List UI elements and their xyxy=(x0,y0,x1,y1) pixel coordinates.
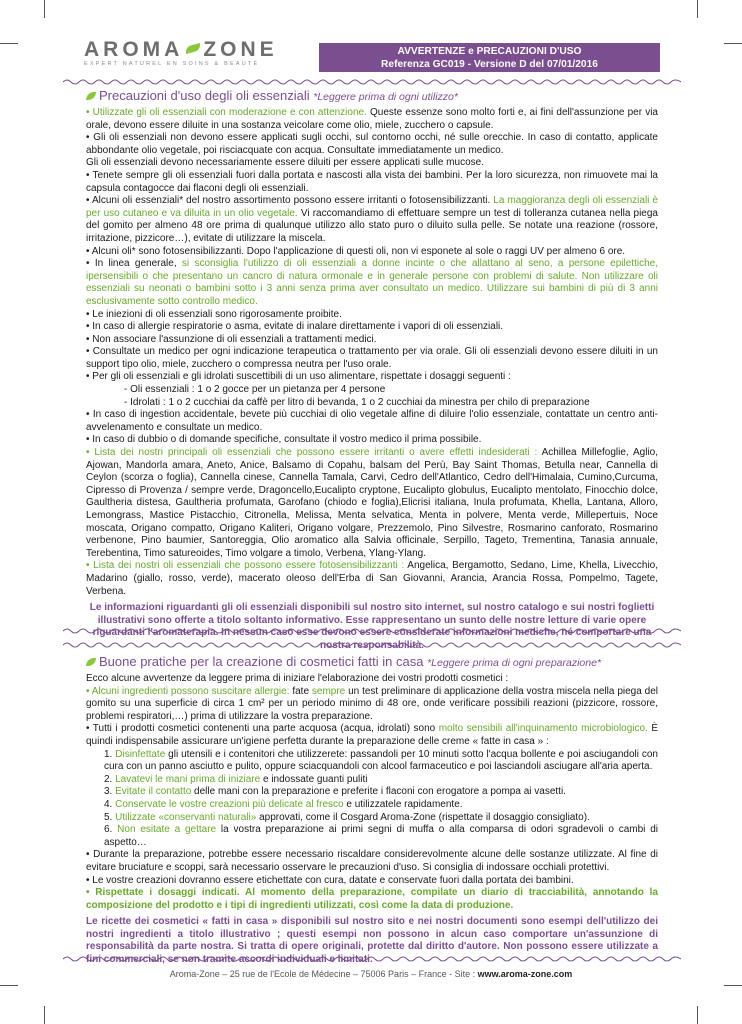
list-item xyxy=(104,799,658,812)
crop-mark xyxy=(0,43,18,44)
list-item xyxy=(104,774,658,787)
highlight-text: sempre xyxy=(311,685,346,697)
crop-mark xyxy=(44,0,45,18)
step-number: 2. xyxy=(104,773,116,785)
section-title xyxy=(86,654,658,671)
highlight-text: Non esitate a gettare xyxy=(117,824,217,836)
text: la vostra preparazione ai primi segni di muffa o alla comparsa di odori sgradevoli o cambi di aspetto… xyxy=(104,824,658,848)
highlight-text: Evitate il contatto xyxy=(115,786,192,798)
paragraph: • Consultate un medico per ogni indicazione terapeutica o trattamento per via orale. Gli oli essenziali devono essere diluiti in un support tipo olio, miele, zucchero o compressa neutra per l'uso orale. xyxy=(86,346,658,370)
paragraph xyxy=(86,723,658,748)
step-number: 6. xyxy=(104,824,118,836)
list-item xyxy=(104,786,658,799)
paragraph: • Le iniezioni di oli essenziali sono rigorosamente proibite. xyxy=(86,308,342,320)
step-number: 5. xyxy=(104,811,116,823)
list-item xyxy=(104,749,658,774)
header-reference: Referenza GC019 - Versione D del 07/01/2016 xyxy=(381,59,598,70)
highlight-text: Lavatevi le mani prima di iniziare xyxy=(115,773,261,785)
text: • Tutti i prodotti cosmetici contenenti una parte acquosa (acqua, idrolati) sono xyxy=(86,723,439,735)
text: delle mani con la preparazione e preferite i flaconi con erogatore a pompa ai vasetti. xyxy=(191,786,566,798)
highlight-text: Disinfettate xyxy=(115,748,166,760)
header-title: AVVERTENZE e PRECAUZIONI D'USO xyxy=(397,46,582,57)
text: Queste essenze sono molto forti e, ai fini dell'assunzione per via orale, devono essere diluite in una sostanza veicolare come olio, miele, zucchero o capsule. xyxy=(86,107,658,131)
paragraph: • Non associare l'assunzione di oli essenziali a trattamenti medici. xyxy=(86,333,377,345)
paragraph: • In caso di allergie respiratorie o asma, evitate di inalare direttamente i vapori di oli essenziali. xyxy=(86,321,504,333)
text: • In linea generale, xyxy=(86,258,177,270)
text: un test preliminare di applicazione della vostra miscela nella piega del gomito su una superficie di circa 1 cm² per un periodo minimo di 48 ore, onde verificare possibili reazioni (pizzicore, rossore, problemi respiratori,…) prima di utilizzare la vostra preparazione. xyxy=(86,685,658,722)
highlight-text: Utilizzate «conservanti naturali» xyxy=(115,811,257,823)
paragraph xyxy=(86,107,658,132)
step-number: 3. xyxy=(104,786,116,798)
highlight-text: La maggioranza degli oli essenziali è per uso cutaneo e va diluita in un olio vegetale. xyxy=(86,195,658,219)
footer-address: Aroma-Zone – 25 rue de l'Ecole de Médecine – 75006 Paris – France - Site : xyxy=(169,969,478,979)
highlight-text: si sconsiglia l'utilizzo di oli essenziali a donne incinte o che allattano al seno, a persone epilettiche, ipersensibili o che presentano un cancro di natura ormonale e in generale persone con problemi di salute. Non utilizzare oli essenziali su neonati o bambini sotto i 3 anni senza prima aver consultato un medico. Utilizzare sui bambini di più di 3 anni esclusivamente sotto controllo medico. xyxy=(86,258,658,307)
crop-mark xyxy=(44,1006,45,1024)
paragraph: • Durante la preparazione, potrebbe essere necessario riscaldare considerevolmente alcune delle sostanze utilizzate. Al fine di evitare bruciature e scoppi, sarà necessario osservare le precauzioni d'uso. Si consiglia di indossare occhiali protettivi. xyxy=(86,849,658,873)
irritant-oils-list xyxy=(86,447,658,560)
list-item xyxy=(104,812,658,825)
brand-logo xyxy=(84,38,304,67)
photosensitizing-oils-list xyxy=(86,560,658,598)
section-title-text: Precauzioni d'uso degli oli essenziali xyxy=(99,88,310,103)
paragraph: Gli oli essenziali devono necessariamente essere diluiti per essere applicati sulle mucose. xyxy=(86,157,484,169)
paragraph: • Alcuni oli* sono fotosensibilizzanti. Dopo l'applicazione di questi oli, non vi esponete al sole o raggi UV per almeno 6 ore. xyxy=(86,245,626,257)
section-title xyxy=(86,88,658,105)
logo-name-right: ZONE xyxy=(203,38,278,61)
list-item xyxy=(104,824,658,849)
text: • Alcuni oli essenziali* del nostro assortimento possono essere irritanti o fotosensibilizzanti. xyxy=(86,195,491,207)
section-title-text: Buone pratiche per la creazione di cosmetici fatti in casa xyxy=(99,654,424,669)
section-homemade-cosmetics xyxy=(86,654,658,977)
paragraph: • Rispettate i dosaggi indicati. Al momento della preparazione, compilate un diario di tracciabilità, annotando la composizione del prodotto e i tipi di ingredienti utilizzati, così come la data di produzione. xyxy=(86,887,658,911)
logo-tagline: EXPERT NATUREL EN SOINS & BEAUTÉ xyxy=(84,61,260,67)
paragraph: • Per gli oli essenziali e gli idrolati suscettibili di un uso alimentare, rispettate i dosaggi seguenti : xyxy=(86,371,511,383)
crop-mark xyxy=(724,985,742,986)
page-footer xyxy=(0,969,742,979)
leaf-icon xyxy=(185,43,202,54)
paragraph: • In caso di ingestion accidentale, bevete più cucchiai di olio vegetale alfine di diluire l'olio essenziale, contattate un centro anti-avvelenamento e consultate un medico. xyxy=(86,409,658,433)
crop-mark xyxy=(724,43,742,44)
highlight-text: • Alcuni ingredienti possono suscitare allergie: xyxy=(86,685,290,697)
leaf-icon xyxy=(86,92,96,100)
text: fate xyxy=(289,685,312,697)
paragraph: • Le vostre creazioni dovranno essere etichettate con cura, datate e conservate fuori dalla portata dei bambini. xyxy=(86,874,574,886)
paragraph: • Gli oli essenziali non devono essere applicati sugli occhi, sul contorno occhi, né sulle orecchie. In caso di contatto, applicate abbondante olio vegetale, poi risciacquate con acqua. Consultate immediatamente un medico. xyxy=(86,132,658,156)
crop-mark xyxy=(0,985,18,986)
hygiene-steps-list xyxy=(86,749,658,850)
text: È quindi indispensabile assicurare un'igiene perfetta durante la preparazione delle creme « fatte in casa » : xyxy=(86,723,659,747)
paragraph: Ecco alcune avvertenze da leggere prima di iniziare l'elaborazione dei vostri prodotti cosmetici : xyxy=(86,673,509,684)
text: Vi raccomandiamo di effettuare sempre un test di tolleranza cutanea nella piega del gomito per almeno 48 ore prima di qualunque utilizzo allo stato puro o diluito sulla pelle. Se notate una reazione (rossore, irritazione, pizzicore…), evitate di utilizzare la miscela. xyxy=(86,207,658,244)
disclaimer-note: Le ricette dei cosmetici « fatti in casa » disponibili sul nostro sito e nei nostri documenti sono esempi dell'utilizzo dei nostri ingredienti a titolo illustrativo ; questi esempi non possono in alcun caso comportare un'assunzione di responsabilità da parte nostra. Si tratta di opere originali, protette dal diritto d'autore. Non possono essere utilizzate a fini commerciali, se non tramite accordi individuali e limitati. xyxy=(86,916,658,966)
paragraph: • In caso di dubbio o di domande specifiche, consultate il vostro medico il prima possibile. xyxy=(86,434,482,446)
section-subtitle: *Leggere prima di ogni utilizzo* xyxy=(313,91,458,103)
highlight-text: • Lista dei nostri principali oli essenziali che possono essere irritanti o avere effetti indesiderati : xyxy=(86,447,538,459)
crop-mark xyxy=(697,1006,698,1024)
text: approvati, come il Cosgard Aroma-Zone (rispettate il dosaggio consigliato). xyxy=(256,811,590,823)
text: Achillea Millefoglie, Aglio, Ajowan, Mandorla amara, Aneto, Anice, Balsamo di Copahu, balsam del Perù, Bay Saint Thomas, Betulla near, Cannella di Ceylon (scorza o foglia), Cannella cinese, Cannella Tamala, Carvi, Cedro dell'Atlantico, Cedro dell'Himalaia, Cumino,Curcuma, Cipresso di Provenza / sempre verde, Dragoncello,Eucalipto cryptone, Eucalipto globulus, Eucalipto mentolato, Finocchio dolce, Gaultheria distesa, Gaultheria profumata, Garofano (chiodo e foglia),Elicrisi italiana, Inula profumata, Khella, Lantana, Alloro, Lemongrass, Mastice Pistacchio, Citronella, Melissa, Menta selvatica, Menta in polvere, Menta verde, Millepertuis, Noce moscata, Origano compatto, Origano Kaliteri, Origano volgare, Prezzemolo, Pino Silvestre, Rosmarino canforato, Rosmarino verbenone, Pino baumier, Santoreggia, Olio aromatico alla Salvia officinale, Serpillo, Tageto, Trementina, Tanasia annuale, Terebentina, Timo satureoides, Timo volgare a timolo, Verbena, Ylang-Ylang. xyxy=(86,447,659,559)
wavy-divider xyxy=(63,78,681,86)
disclaimer-note: Le informazioni riguardanti gli oli essenziali disponibili sul nostro sito internet, sul nostro catalogo e sui nostri foglietti illustrativi sono offerte a titolo soltanto informativo. Esse rappresentano un sunto delle nostre letture di varie opere riguardanti l'aromaterapia. In nessun caso esse devono essere considerate informazioni mediche, né comportare una nostra responsabilità. xyxy=(89,602,655,651)
logo-name-left: AROMA xyxy=(84,38,184,61)
text: e utilizzatele rapidamente. xyxy=(343,798,463,810)
crop-mark xyxy=(697,0,698,18)
highlight-text: molto sensibili all'inquinamento microbiologico. xyxy=(438,723,648,735)
leaf-icon xyxy=(86,658,96,666)
paragraph xyxy=(86,195,658,245)
document-header xyxy=(319,43,660,72)
text: e indossate guanti puliti xyxy=(260,773,368,785)
wavy-divider xyxy=(63,955,681,963)
section-essential-oils-precautions xyxy=(86,88,658,663)
highlight-text: • Utilizzate gli oli essenziali con moderazione e con attenzione. xyxy=(86,107,367,118)
step-number: 1. xyxy=(104,748,116,760)
dosage-hydrosols: - Idrolati : 1 o 2 cucchiai da caffè per litro di bevanda, 1 o 2 cucchiai da minestra per chilo di preparazione xyxy=(124,396,590,408)
wavy-divider xyxy=(63,627,681,635)
step-number: 4. xyxy=(104,798,116,810)
text: gli utensili e i contenitori che utilizzerete: passandoli per 10 minuti sotto l'acqua bollente e poi asciugandoli con cura con un panno asciutto e pulito, oppure sciacquandoli con alcool farmaceutico e poi lasciandoli asciugare all'aria aperta. xyxy=(104,748,658,773)
section-subtitle: *Leggere prima di ogni preparazione* xyxy=(427,657,602,669)
paragraph xyxy=(86,686,658,724)
dosage-oils: - Oli essenziali : 1 o 2 gocce per un pietanza per 4 persone xyxy=(124,384,386,396)
footer-website-link[interactable]: www.aroma-zone.com xyxy=(477,969,573,979)
wavy-divider xyxy=(63,641,681,649)
highlight-text: Conservate le vostre creazioni più delicate al fresco xyxy=(115,798,344,810)
text: Angelica, Bergamotto, Sedano, Lime, Khella, Livecchio, Madarino (giallo, rosso, verde), macerato oleoso dell'Erba di San Giovanni, Arancia, Arancia Rossa, Pompelmo, Tagete, Verbena. xyxy=(86,560,658,597)
paragraph xyxy=(86,258,658,308)
paragraph: • Tenete sempre gli oli essenziali fuori dalla portata e nascosti alla vista dei bambini. Per la loro sicurezza, non rimuovete mai la capsula contagocce dai flaconi degli oli essenziali. xyxy=(86,169,658,194)
highlight-text: • Lista dei nostri oli essenziali che possono essere fotosensibilizzanti : xyxy=(86,560,405,572)
